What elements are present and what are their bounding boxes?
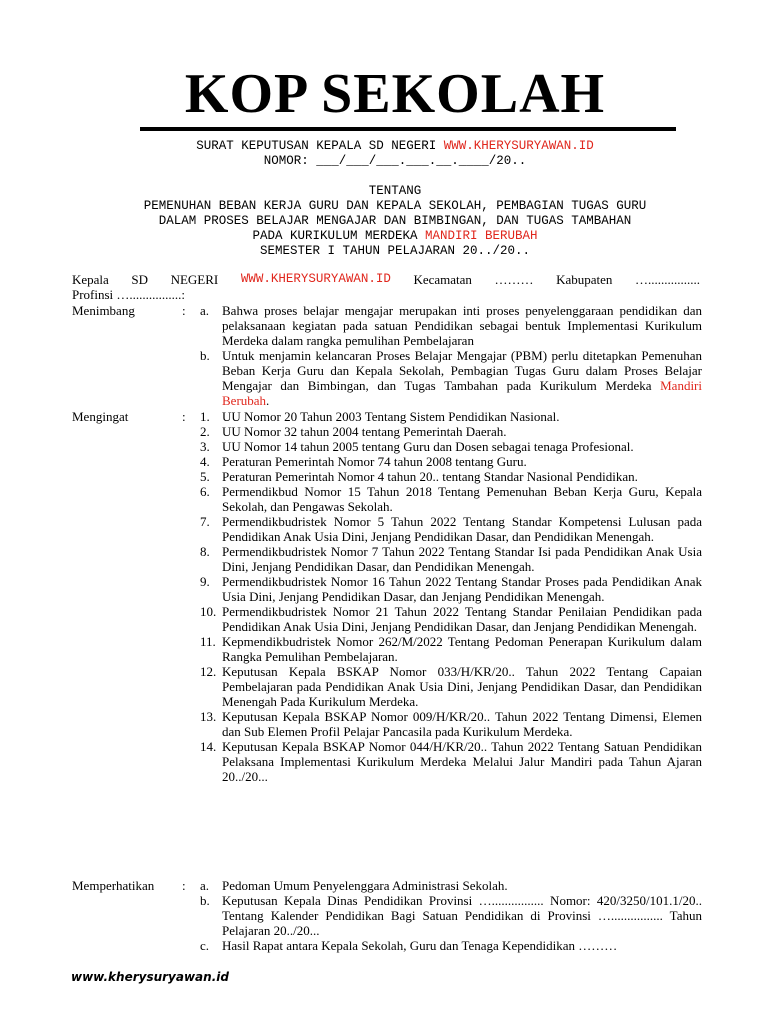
list-item (200, 709, 702, 739)
list-item (200, 424, 702, 439)
list-item (200, 454, 702, 469)
list-item-number: 5. (200, 469, 210, 484)
list-item (200, 514, 702, 544)
list-item (200, 544, 702, 574)
header-rule (140, 127, 676, 131)
list-item-marker: a. (200, 878, 210, 893)
tentang-heading: TENTANG (368, 184, 422, 198)
semester-line: SEMESTER I TAHUN PELAJARAN 20../20.. (259, 244, 531, 258)
list-item-text: Keputusan Kepala BSKAP Nomor 033/H/KR/20.. Tahun 2022 Tentang Capaian Pembelajaran pada Pendidikan Anak Usia Dini, Jenjang Pendidikan Dasar, dan Pendidikan Menengah Pada Kurikulum Merdeka. (222, 664, 702, 709)
menimbang-items (200, 303, 702, 408)
list-item-number: 4. (200, 454, 210, 469)
list-item-text: Permendikbudristek Nomor 21 Tahun 2022 Tentang Standar Penilaian Pendidikan pada Pendidikan Anak Usia Dini, Jenjang Pendidikan Dasar, dan Jenjang Pendidikan Menengah. (222, 604, 702, 634)
decree-title: SURAT KEPUTUSAN KEPALA SD NEGERI (196, 139, 444, 153)
kepala-line-1: Kepala SD NEGERI WWW.KHERYSURYAWAN.ID Kecamatan ……… Kabupaten …................ (72, 272, 700, 287)
website-link[interactable]: WWW.KHERYSURYAWAN.ID (443, 139, 594, 153)
list-item (200, 878, 702, 893)
list-item-text: UU Nomor 20 Tahun 2003 Tentang Sistem Pendidikan Nasional. (222, 409, 560, 424)
list-item-text: Keputusan Kepala BSKAP Nomor 044/H/KR/20.. Tahun 2022 Tentang Satuan Pendidikan Pelaksana Implementasi Kurikulum Merdeka Melalui Jalur Mandiri pada Tahun Ajaran 20../20... (222, 739, 702, 784)
subject-highlight: MANDIRI BERUBAH (425, 229, 538, 243)
list-item-number: 13. (200, 709, 217, 724)
mengingat-items (200, 409, 702, 784)
subject-line-2: DALAM PROSES BELAJAR MENGAJAR DAN BIMBINGAN, DAN TUGAS TAMBAHAN (158, 214, 632, 228)
list-item-text: Keputusan Kepala Dinas Pendidikan Provinsi …................ Nomor: 420/3250/101.1/20.. Tentang Kalender Pendidikan Bagi Satuan Pendidikan di Provinsi …................ Tahun Pelajaran 20../20... (222, 893, 702, 938)
list-item-text: Permendikbudristek Nomor 7 Tahun 2022 Tentang Standar Isi pada Pendidikan Anak Usia Dini, Jenjang Pendidikan Dasar, dan Pendidikan Menengah. (222, 544, 702, 574)
list-item (200, 469, 702, 484)
list-item-marker: c. (200, 938, 210, 953)
list-item-marker: b. (200, 893, 210, 908)
kepala-website-link[interactable]: WWW.KHERYSURYAWAN.ID (240, 272, 391, 286)
list-item (200, 739, 702, 784)
decree-title-line (0, 139, 768, 154)
list-item-text: UU Nomor 32 tahun 2004 tentang Pemerintah Daerah. (222, 424, 507, 439)
list-item (200, 664, 702, 709)
list-item-text: Peraturan Pemerintah Nomor 74 tahun 2008 tentang Guru. (222, 454, 527, 469)
list-item (200, 484, 702, 514)
list-item-text: Pedoman Umum Penyelenggara Administrasi Sekolah. (222, 878, 508, 893)
list-item-number: 2. (200, 424, 210, 439)
list-item: a. Bahwa proses belajar mengajar merupakan inti proses penyelenggaraan pendidikan dan pelaksanaan kegiatan pada satuan Pendidikan sebagai bentuk Implementasi Kurikulum Merdeka dalam rangka pemulihan Pembelajaran (200, 303, 702, 348)
list-item-text: Permendikbudristek Nomor 16 Tahun 2022 Tentang Standar Proses pada Pendidikan Anak Usia Dini, Jenjang Pendidikan Dasar, dan Jenjang Pendidikan Menengah. (222, 574, 702, 604)
decree-number: NOMOR: ___/___/___.___.__.____/20.. (263, 154, 527, 168)
list-item (200, 439, 702, 454)
memperhatikan-label: Memperhatikan (72, 878, 155, 893)
list-item-number: 6. (200, 484, 210, 499)
list-item (200, 574, 702, 604)
list-item (200, 938, 702, 953)
list-item-text: Peraturan Pemerintah Nomor 4 tahun 20.. tentang Standar Nasional Pendidikan. (222, 469, 638, 484)
mengingat-label: Mengingat (72, 409, 129, 424)
list-item-text: Hasil Rapat antara Kepala Sekolah, Guru dan Tenaga Kependidikan ……… (222, 938, 618, 953)
list-item-text: Permendikbudristek Nomor 5 Tahun 2022 Tentang Standar Kompetensi Lulusan pada Pendidikan Anak Usia Dini, Jenjang Pendidikan Dasar, dan Pendidikan Menengah. (222, 514, 702, 544)
footer-website[interactable]: www.kherysuryawan.id (71, 970, 229, 984)
list-item-number: 11. (200, 634, 216, 649)
list-item-text: Kepmendikbudristek Nomor 262/M/2022 Tentang Pedoman Penerapan Kurikulum dalam Rangka Pemulihan Pembelajaran. (222, 634, 702, 664)
list-item-number: 10. (200, 604, 217, 619)
list-item-number: 12. (200, 664, 217, 679)
list-item-number: 1. (200, 409, 210, 424)
list-item (200, 604, 702, 634)
list-item (200, 634, 702, 664)
list-item-text: UU Nomor 14 tahun 2005 tentang Guru dan Dosen sebagai tenaga Profesional. (222, 439, 634, 454)
kepala-block (72, 272, 700, 302)
list-item: b. Untuk menjamin kelancaran Proses Belajar Mengajar (PBM) perlu ditetapkan Pemenuhan Beban Kerja Guru dan Kepala Sekolah, Pembagian Tugas Guru dalam Proses Belajar Mengajar dan Bimbingan, dan Tugas Tambahan pada Kurikulum Merdeka Mandiri Berubah. (200, 348, 702, 408)
menimbang-label: Menimbang (72, 303, 135, 318)
list-item-number: 9. (200, 574, 210, 589)
document-page: KOP SEKOLAH SURAT KEPUTUSAN KEPALA SD NEGERI WWW.KHERYSURYAWAN.ID NOMOR: ___/___/___.___.__.____/20.. TENTANG PEMENUHAN BEBAN KERJA GURU DAN KEPALA SEKOLAH, PEMBAGIAN TUGAS GURU DALAM PROSES BELAJAR MENGAJAR DAN BIMBINGAN, DAN TUGAS TAMBAHAN PADA KURIKULUM MERDEKA MANDIRI BERUBAH SEMESTER I TAHUN PELAJARAN 20../20.. Kepala SD NEGERI WWW.KHERYSURYAWAN.ID Kecamatan ……… Kabupaten …................ Profinsi …................: Menimbang : a. Bahwa proses belajar mengajar merupakan inti proses penyelenggaraan pendidikan dan pelaksanaan kegiatan pada satuan Pendidikan sebagai bentuk Implementasi Kurikulum Merdeka dalam rangka pemulihan Pembelajaran b. Untuk menjamin kelancaran Proses Belajar Mengajar (PBM) perlu ditetapkan Pemenuhan Beban Kerja Guru dan Kepala Sekolah, Pembagian Tugas Guru dalam Proses Belajar Mengajar dan Bimbingan, dan Tugas Tambahan pada Kurikulum Merdeka Mandiri Berubah. Mengingat : 1. UU Nomor 20 Tahun 2003 Tentang Sistem Pendidikan Nasional. 2. UU Nomor 32 tahun 2004 tentang Pemerintah Daerah. 3. UU Nomor 14 tahun 2005 tentang Guru dan Dosen sebagai tenaga Profesional. 4. Peraturan Pemerintah Nomor 74 tahun 2008 tentang Guru. 5. Peraturan Pemerintah Nomor 4 tahun 20.. tentang Standar Nasional Pendidikan. 6. Permendikbud Nomor 15 Tahun 2018 Tentang Pemenuhan Beban Kerja Guru, Kepala Sekolah, dan Pengawas Sekolah. 7. Permendikbudristek Nomor 5 Tahun 2022 Tentang Standar Kompetensi Lulusan pada Pendidikan Anak Usia Dini, Jenjang Pendidikan Dasar, dan Pendidikan Menengah. 8. Permendikbudristek Nomor 7 Tahun 2022 Tentang Standar Isi pada Pendidikan Anak Usia Dini, Jenjang Pendidikan Dasar, dan Pendidikan Menengah. 9. Permendikbudristek Nomor 16 Tahun 2022 Tentang Standar Proses pada Pendidikan Anak Usia Dini, Jenjang Pendidikan Dasar, dan Jenjang Pendidikan Menengah. 10. Permendikbudristek Nomor 21 Tahun 2022 Tentang Standar Penilaian Pendidikan pada Pendidikan Anak Usia Dini, Jenjang Pendidikan Dasar, dan Jenjang Pendidikan Menengah. 11. Kepmendikbudristek Nomor 262/M/2022 Tentang Pedoman Penerapan Kurikulum dalam Rangka Pemulihan Pembelajaran. 12. Keputusan Kepala BSKAP Nomor 033/H/KR/20.. Tahun 2022 Tentang Capaian Pembelajaran pada Pendidikan Anak Usia Dini, Jenjang Pendidikan Dasar, dan Pendidikan Menengah Pada Kurikulum Merdeka. 13. Keputusan Kepala BSKAP Nomor 009/H/KR/20.. Tahun 2022 Tentang Dimensi, Elemen dan Sub Elemen Profil Pelajar Pancasila pada Kurikulum Merdeka. 14. Keputusan Kepala BSKAP Nomor 044/H/KR/20.. Tahun 2022 Tentang Satuan Pendidikan Pelaksana Implementasi Kurikulum Merdeka Melalui Jalur Mandiri pada Tahun Ajaran 20../20... Memperhatikan : a. Pedoman Umum Penyelenggara Administrasi Sekolah. b. Keputusan Kepala Dinas Pendidikan Provinsi …................ Nomor: 420/3250/101.1/20.. Tentang Kalender Pendidikan Bagi Satuan Pendidikan di Provinsi …................ Tahun Pelajaran 20../20... c. Hasil Rapat antara Kepala Sekolah, Guru dan Tenaga Kependidikan ……… www.kherysuryawan.id (0, 0, 768, 1024)
list-item-text: Permendikbud Nomor 15 Tahun 2018 Tentang Pemenuhan Beban Kerja Guru, Kepala Sekolah, dan Pengawas Sekolah. (222, 484, 702, 514)
list-item (200, 409, 702, 424)
kepala-line-2: Profinsi …................: (72, 287, 186, 302)
memperhatikan-items (200, 878, 702, 953)
subject-line-1: PEMENUHAN BEBAN KERJA GURU DAN KEPALA SEKOLAH, PEMBAGIAN TUGAS GURU (143, 199, 647, 213)
list-item-number: 3. (200, 439, 210, 454)
list-item (200, 893, 702, 938)
list-item-number: 7. (200, 514, 210, 529)
list-item-number: 14. (200, 739, 217, 754)
kop-title: KOP SEKOLAH (184, 63, 606, 125)
list-item-text: Keputusan Kepala BSKAP Nomor 009/H/KR/20.. Tahun 2022 Tentang Dimensi, Elemen dan Sub Elemen Profil Pelajar Pancasila pada Kurikulum Merdeka. (222, 709, 702, 739)
list-item-number: 8. (200, 544, 210, 559)
subject-line-3: PADA KURIKULUM MERDEKA MANDIRI BERUBAH (252, 229, 538, 243)
